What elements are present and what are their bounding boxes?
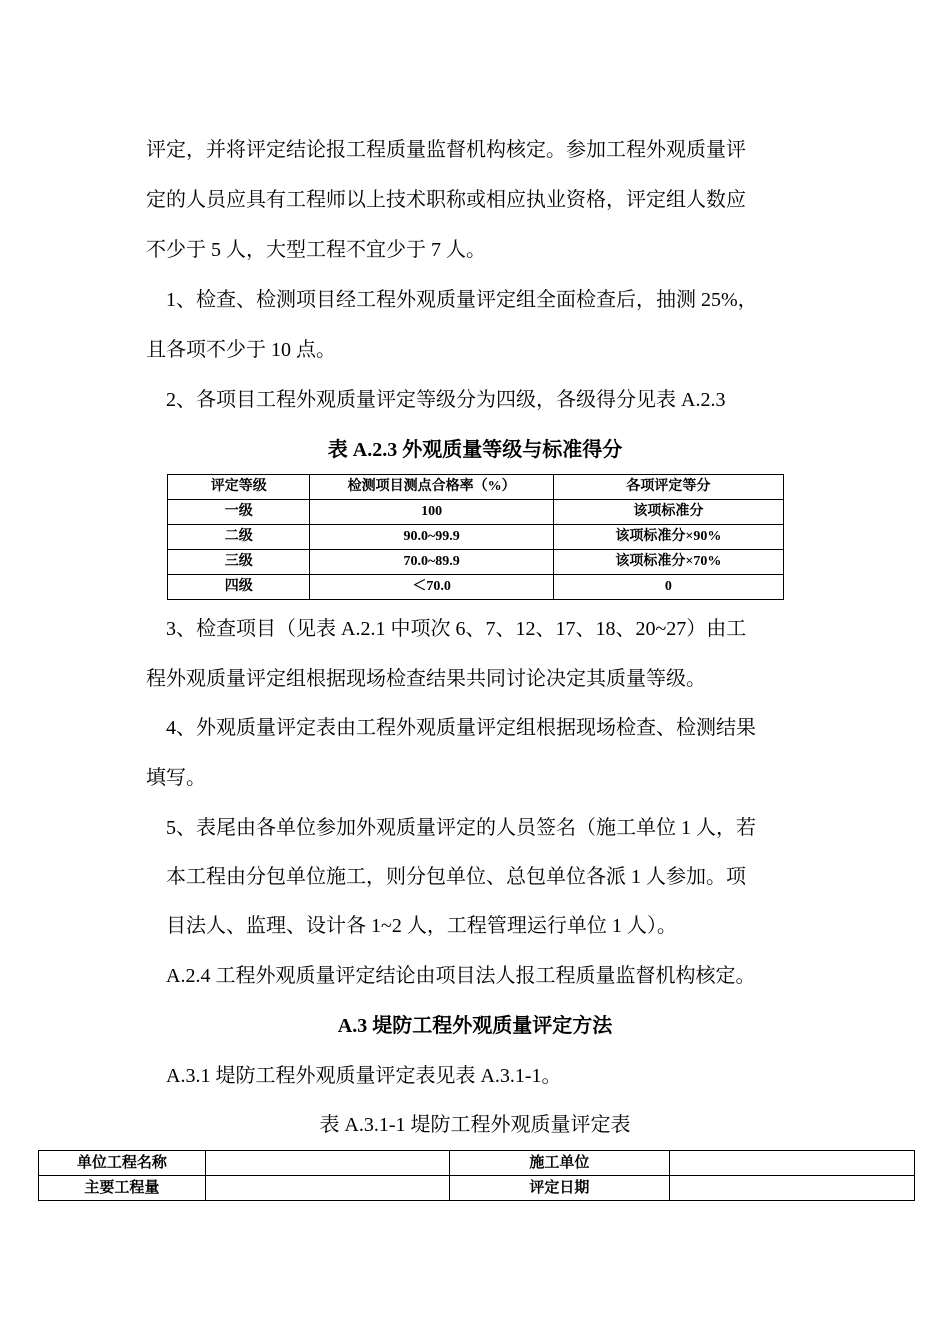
table-header: 检测项目测点合格率（%） bbox=[310, 475, 553, 500]
table-row bbox=[39, 1151, 915, 1176]
paragraph-line: 目法人、监理、设计各 1~2 人，工程管理运行单位 1 人）。 bbox=[166, 915, 677, 937]
paragraph-line: 不少于 5 人，大型工程不宜少于 7 人。 bbox=[146, 239, 486, 261]
table-cell: 90.0~99.9 bbox=[310, 525, 553, 550]
table-value-cell bbox=[205, 1176, 449, 1201]
table-cell: 0 bbox=[553, 575, 783, 600]
table-header-row bbox=[168, 475, 784, 500]
table-cell: 该项标准分×90% bbox=[553, 525, 783, 550]
table-header: 各项评定等分 bbox=[553, 475, 783, 500]
paragraph-line: A.2.4 工程外观质量评定结论由项目法人报工程质量监督机构核定。 bbox=[166, 965, 756, 987]
table-cell: 该项标准分×70% bbox=[553, 550, 783, 575]
table-title: 表 A.2.3 外观质量等级与标准得分 bbox=[327, 439, 623, 461]
paragraph-line: 填写。 bbox=[146, 767, 206, 789]
table-label-cell: 施工单位 bbox=[449, 1151, 670, 1176]
section-title: A.3 堤防工程外观质量评定方法 bbox=[337, 1015, 613, 1037]
paragraph-line: 2、各项目工程外观质量评定等级分为四级，各级得分见表 A.2.3 bbox=[166, 389, 726, 411]
paragraph-line: 1、检查、检测项目经工程外观质量评定组全面检查后，抽测 25%， bbox=[166, 289, 758, 311]
paragraph-line: 评定，并将评定结论报工程质量监督机构核定。参加工程外观质量评 bbox=[146, 139, 746, 161]
table-value-cell bbox=[670, 1176, 915, 1201]
table-cell: 三级 bbox=[168, 550, 310, 575]
paragraph-line: 5、表尾由各单位参加外观质量评定的人员签名（施工单位 1 人，若 bbox=[166, 817, 756, 839]
table-label-cell: 单位工程名称 bbox=[39, 1151, 206, 1176]
table-header: 评定等级 bbox=[168, 475, 310, 500]
table-cell: 该项标准分 bbox=[553, 500, 783, 525]
table-row bbox=[39, 1176, 915, 1201]
table-cell: ＜70.0 bbox=[310, 575, 553, 600]
paragraph-line: 程外观质量评定组根据现场检查结果共同讨论决定其质量等级。 bbox=[146, 668, 706, 690]
table-cell: 70.0~89.9 bbox=[310, 550, 553, 575]
table-row bbox=[168, 550, 784, 575]
paragraph-line: 4、外观质量评定表由工程外观质量评定组根据现场检查、检测结果 bbox=[166, 717, 756, 739]
paragraph-line: 定的人员应具有工程师以上技术职称或相应执业资格，评定组人数应 bbox=[146, 189, 746, 211]
table-row bbox=[168, 575, 784, 600]
paragraph-line: A.3.1 堤防工程外观质量评定表见表 A.3.1-1。 bbox=[166, 1065, 562, 1087]
paragraph-line: 本工程由分包单位施工，则分包单位、总包单位各派 1 人参加。项 bbox=[166, 866, 746, 888]
table-row bbox=[168, 525, 784, 550]
table-value-cell bbox=[205, 1151, 449, 1176]
table-label-cell: 评定日期 bbox=[449, 1176, 670, 1201]
paragraph-line: 3、检查项目（见表 A.2.1 中项次 6、7、12、17、18、20~27）由工 bbox=[166, 618, 747, 640]
table-label-cell: 主要工程量 bbox=[39, 1176, 206, 1201]
table-cell: 二级 bbox=[168, 525, 310, 550]
table-row bbox=[168, 500, 784, 525]
table-title: 表 A.3.1-1 堤防工程外观质量评定表 bbox=[319, 1114, 631, 1136]
table-cell: 四级 bbox=[168, 575, 310, 600]
table-cell: 100 bbox=[310, 500, 553, 525]
table-cell: 一级 bbox=[168, 500, 310, 525]
grade-score-table bbox=[167, 474, 784, 600]
paragraph-line: 且各项不少于 10 点。 bbox=[146, 339, 336, 361]
table-value-cell bbox=[670, 1151, 915, 1176]
levee-appearance-table bbox=[38, 1150, 915, 1201]
